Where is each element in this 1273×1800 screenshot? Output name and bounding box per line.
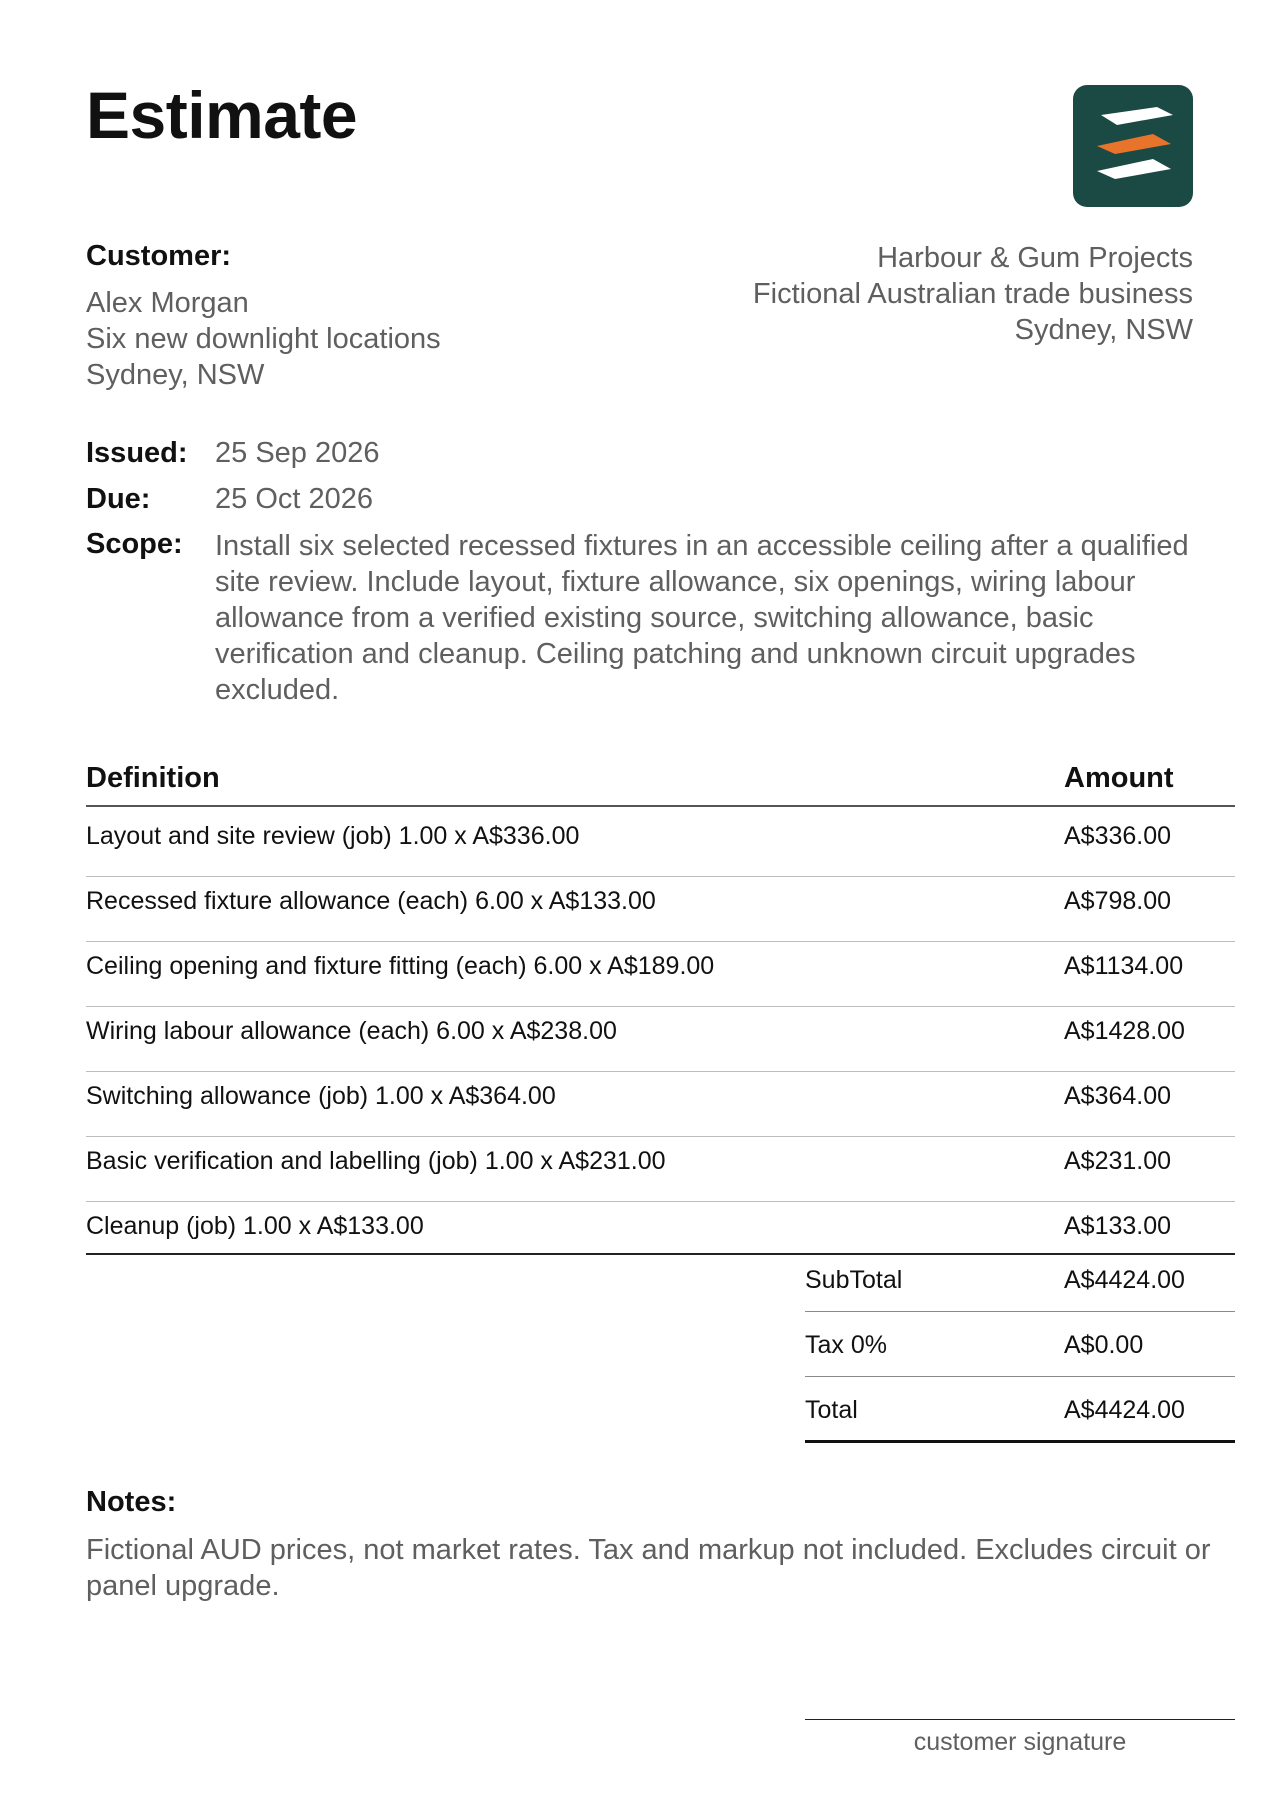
scope-text: Install six selected recessed fixtures in an accessible ceiling after a qualified site review. Include layout, fixture allowance, six openings, wiring labour allowance from a verified existing source, switching allowance, basic verification and cleanup. Ceiling patching and unknown circuit upgrades excluded. — [215, 530, 1189, 706]
page-title: Estimate — [86, 78, 358, 152]
customer-job: Six new downlight locations — [86, 323, 441, 355]
business-location: Sydney, NSW — [1014, 314, 1193, 346]
total-underline — [805, 1440, 1235, 1443]
customer-label: Customer: — [86, 240, 232, 272]
row-amount: A$364.00 — [1064, 1082, 1172, 1110]
tax-value: A$0.00 — [1064, 1331, 1144, 1359]
table-row — [86, 1071, 1235, 1137]
table-row — [86, 811, 1235, 877]
due-label: Due: — [86, 483, 151, 515]
header-divider — [86, 805, 1235, 807]
row-amount: A$336.00 — [1064, 822, 1172, 850]
total-label: Total — [805, 1396, 858, 1424]
row-description: Switching allowance (job) 1.00 x A$364.00 — [86, 1082, 556, 1110]
business-details — [753, 240, 1193, 348]
business-description: Fictional Australian trade business — [752, 278, 1193, 310]
row-description: Basic verification and labelling (job) 1.00 x A$231.00 — [86, 1147, 666, 1175]
row-description: Recessed fixture allowance (each) 6.00 x A$133.00 — [86, 887, 656, 915]
totals-divider — [805, 1311, 1235, 1312]
subtotal-value: A$4424.00 — [1064, 1266, 1185, 1294]
definition-header: Definition — [86, 762, 220, 794]
row-amount: A$231.00 — [1064, 1147, 1172, 1175]
scope-label: Scope: — [86, 528, 183, 560]
total-value: A$4424.00 — [1064, 1396, 1185, 1424]
row-description: Layout and site review (job) 1.00 x A$336.00 — [86, 822, 580, 850]
customer-location: Sydney, NSW — [86, 359, 265, 391]
notes-label: Notes: — [86, 1486, 177, 1518]
amount-header: Amount — [1064, 762, 1174, 794]
due-date: 25 Oct 2026 — [215, 483, 373, 515]
row-amount: A$798.00 — [1064, 887, 1172, 915]
tax-label: Tax 0% — [805, 1331, 887, 1359]
table-row — [86, 876, 1235, 942]
notes-text: Fictional AUD prices, not market rates. Tax and markup not included. Excludes circuit or panel upgrade. — [86, 1534, 1211, 1602]
table-row — [86, 1136, 1235, 1202]
row-amount: A$1428.00 — [1064, 1017, 1185, 1045]
table-row — [86, 1006, 1235, 1072]
totals-divider — [805, 1376, 1235, 1377]
business-name: Harbour & Gum Projects — [877, 242, 1193, 274]
row-description: Ceiling opening and fixture fitting (each) 6.00 x A$189.00 — [86, 952, 715, 980]
company-logo-icon — [1073, 85, 1193, 207]
row-amount: A$1134.00 — [1064, 952, 1184, 980]
row-description: Wiring labour allowance (each) 6.00 x A$238.00 — [86, 1017, 617, 1045]
issued-date: 25 Sep 2026 — [215, 437, 380, 469]
table-row — [86, 941, 1235, 1007]
customer-name: Alex Morgan — [86, 287, 249, 319]
row-amount: A$133.00 — [1064, 1212, 1172, 1240]
subtotal-label: SubTotal — [805, 1266, 903, 1294]
row-description: Cleanup (job) 1.00 x A$133.00 — [86, 1212, 424, 1240]
signature-label: customer signature — [913, 1728, 1127, 1756]
signature-line[interactable] — [805, 1719, 1235, 1720]
issued-label: Issued: — [86, 437, 188, 469]
customer-details — [86, 285, 441, 393]
